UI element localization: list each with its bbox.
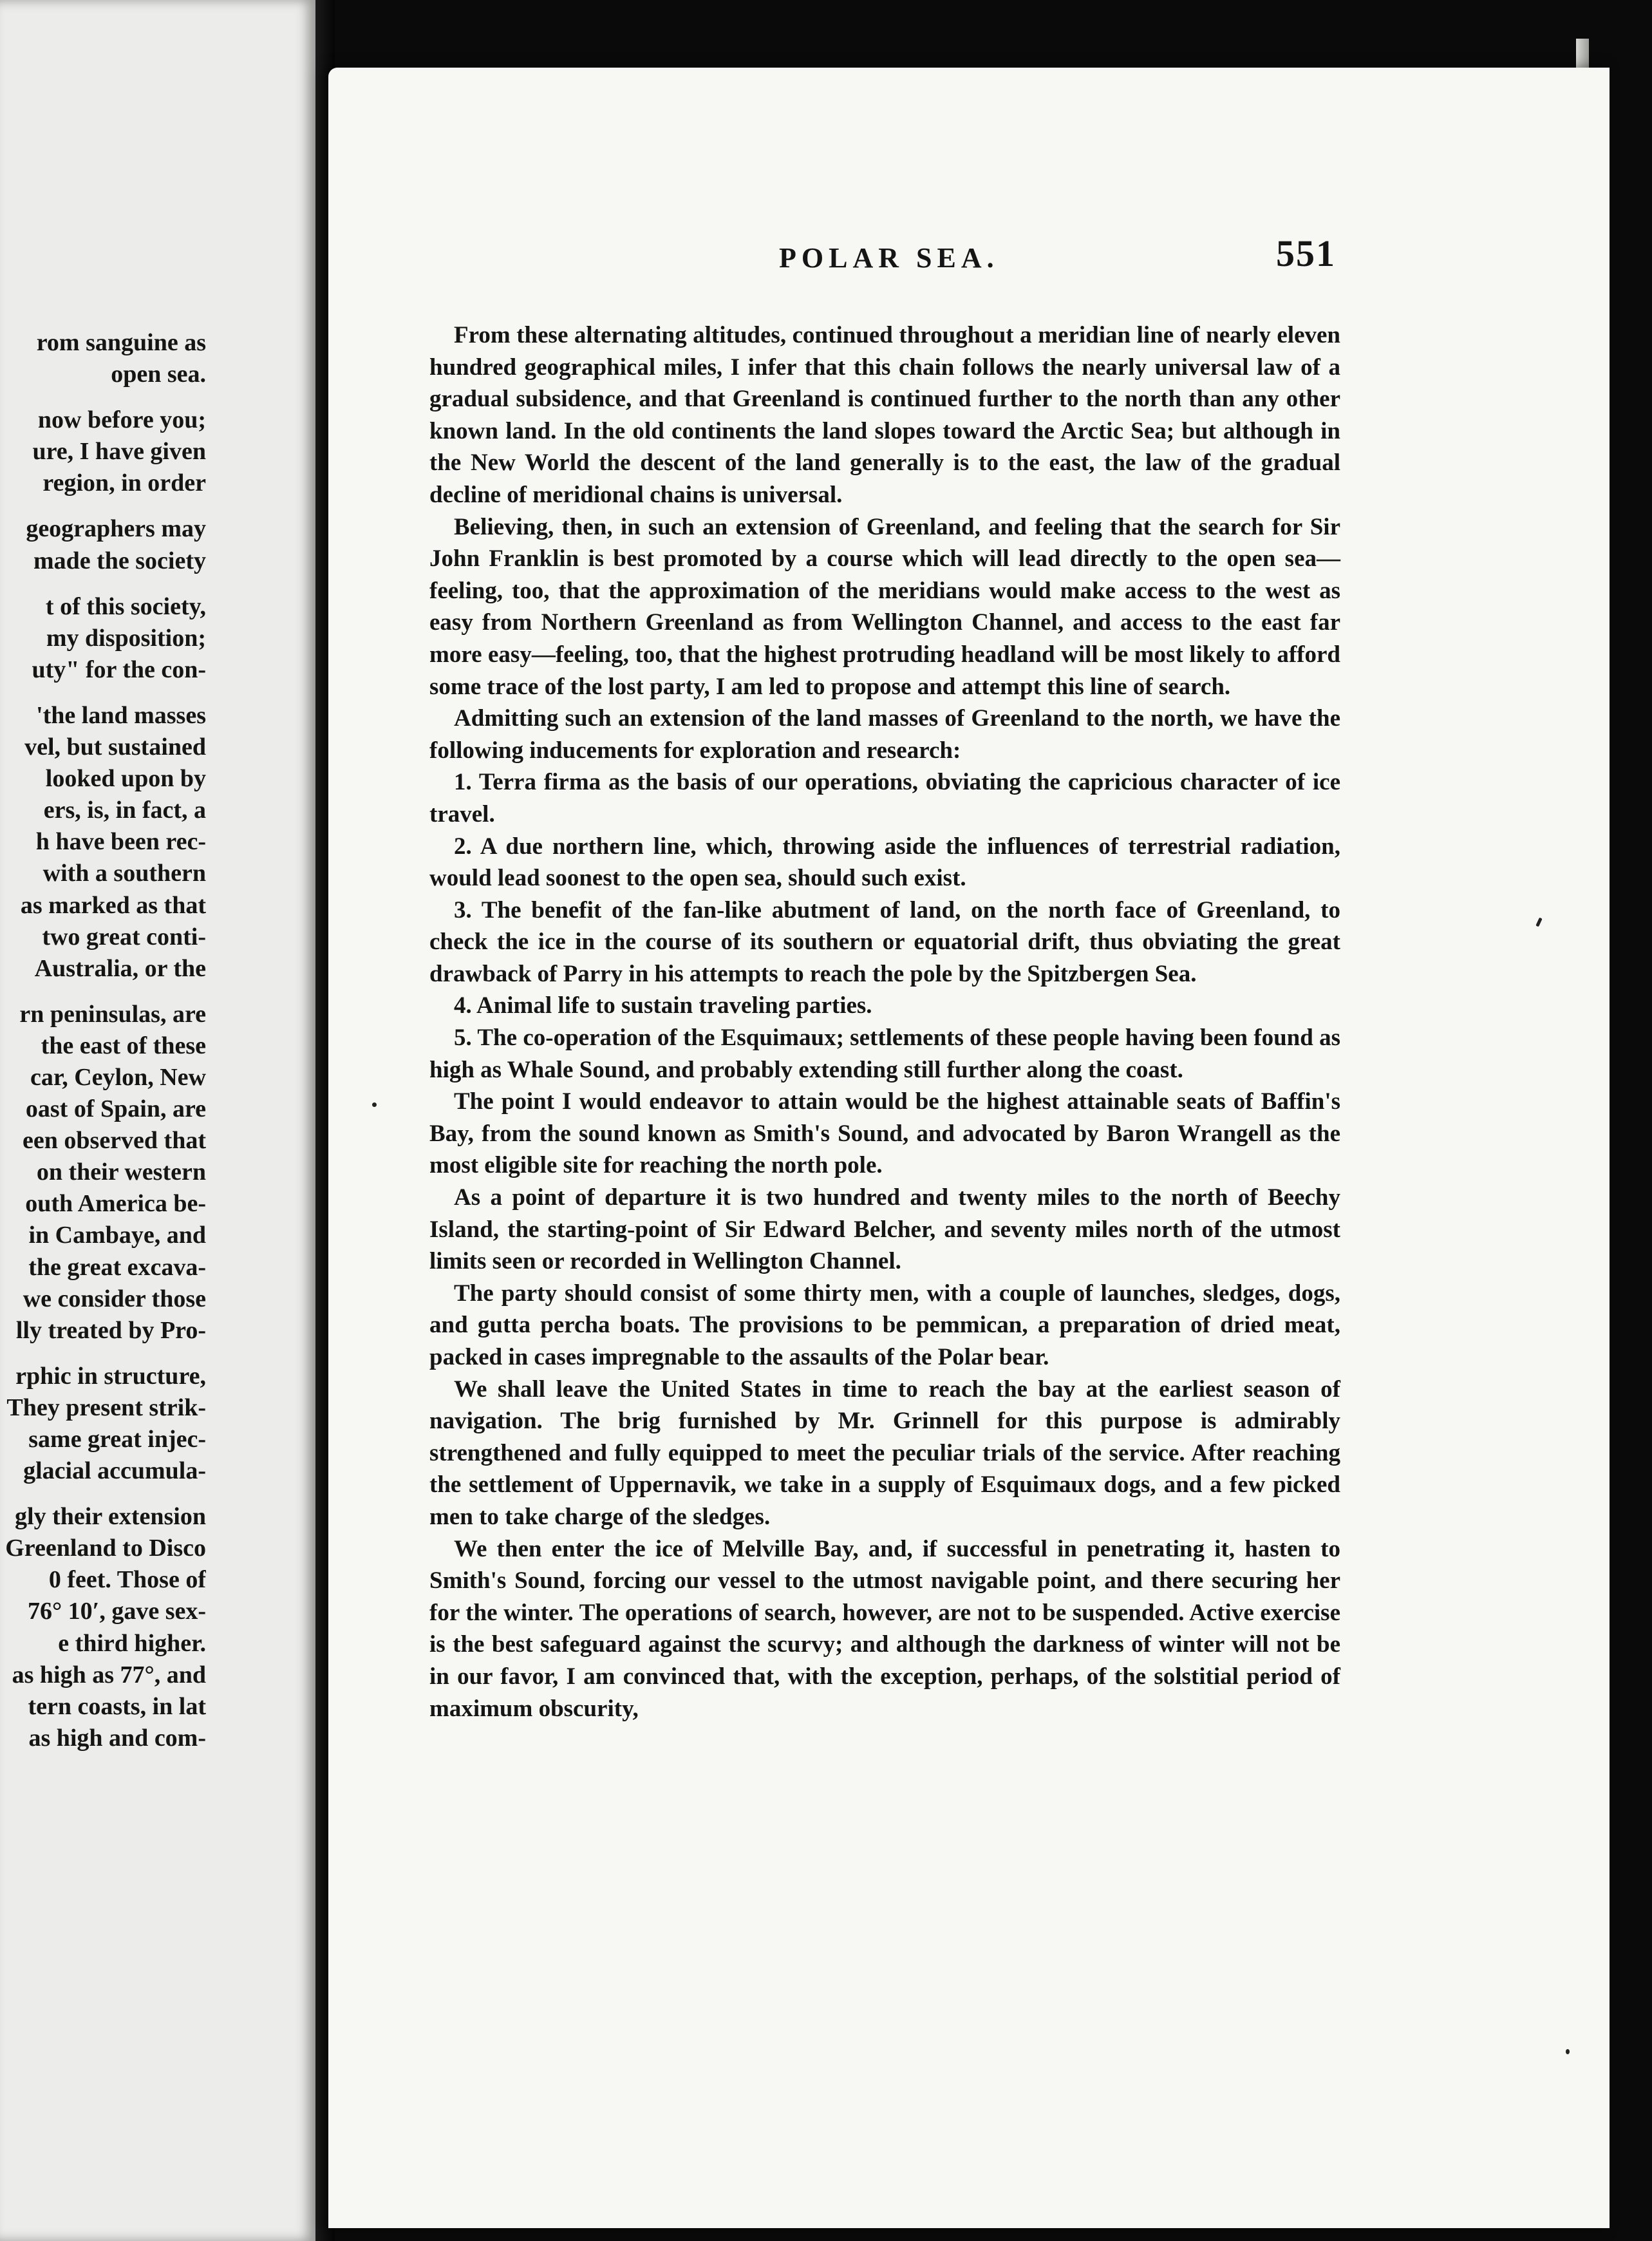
left-page-line: the great excava-	[28, 1253, 206, 1281]
list-item: 1. Terra firma as the basis of our operations, obviating the capricious character of ice travel.	[429, 769, 1340, 827]
left-page-line: now before you;	[37, 406, 206, 434]
left-page-line: we consider those	[23, 1285, 206, 1312]
left-page-line: rom sanguine as	[36, 329, 206, 356]
left-page-line: the east of these	[41, 1032, 206, 1059]
left-page-line: on their western	[36, 1158, 206, 1186]
ink-speck	[1566, 2049, 1570, 2054]
left-page-line: same great injec-	[28, 1426, 206, 1453]
list-item: 3. The benefit of the fan-like abutment of land, on the north face of Greenland, to check the ice in the course of its southern or equatorial drift, thus obviating the great drawback of Parry in his attempts to reach the pole by the Spitzbergen Sea.	[429, 896, 1340, 987]
left-page-line: tern coasts, in lat	[28, 1692, 206, 1720]
left-page-line: Greenland to Disco	[5, 1535, 206, 1562]
left-page-text-column	[0, 327, 206, 1754]
left-page-line: with a southern	[42, 860, 206, 887]
body-text	[429, 319, 1340, 1725]
left-page-line: region, in order	[42, 469, 206, 497]
left-page-line: glacial accumula-	[23, 1457, 206, 1485]
left-page-line: ure, I have given	[32, 438, 206, 466]
paragraph: Admitting such an extension of the land masses of Greenland to the north, we have the following inducements for exploration and research:	[429, 705, 1340, 764]
paragraph: We then enter the ice of Melville Bay, and, if successful in penetrating it, hasten to Smith's Sound, forcing our vessel to the utmost navigable point, and there securing her for the winter. The operations of search, however, are not to be suspended. Active exercise is the best safeguard against the scurvy; and although the darkness of winter will not be in our favor, I am convinced that, with the exception, perhaps, of the solstitial period of maximum obscurity,	[429, 1535, 1340, 1722]
left-page-line: ers, is, in fact, a	[43, 797, 206, 824]
left-page-line: open sea.	[111, 361, 206, 388]
page-number: 551	[1276, 232, 1336, 274]
list-item: 2. A due northern line, which, throwing aside the influences of terrestrial radiation, would lead soonest to the open sea, should such exist.	[429, 833, 1340, 892]
left-page-line: rphic in structure,	[15, 1362, 206, 1390]
left-page-line: car, Ceylon, New	[30, 1063, 206, 1091]
paragraph: As a point of departure it is two hundred and twenty miles to the north of Beechy Island, the starting-point of Sir Edward Belcher, and seventy miles north of the utmost limits seen or recorded in Wellington Channel.	[429, 1184, 1340, 1275]
left-page-line: in Cambaye, and	[28, 1222, 206, 1249]
left-page-line: outh America be-	[25, 1190, 206, 1218]
left-page-line: 76° 10′, gave sex-	[27, 1598, 206, 1625]
ink-speck	[372, 1102, 377, 1107]
paragraph: From these alternating altitudes, continued throughout a meridian line of nearly eleven hundred geographical miles, I infer that this chain follows the nearly universal law of a gradual subsidence, and that Greenland is continued further to the north than any other known land. In the old continents the land slopes toward the Arctic Sea; but although in the New World the descent of the land generally is to the east, the law of the gradual decline of meridional chains is universal.	[429, 322, 1340, 508]
left-page-line: h have been rec-	[35, 828, 206, 856]
left-page-line: my disposition;	[46, 624, 206, 652]
left-page-line: Australia, or the	[34, 954, 206, 982]
left-page-line: rn peninsulas, are	[19, 1000, 206, 1028]
left-page-line: as high as 77°, and	[12, 1661, 206, 1688]
left-page-line: uty" for the con-	[32, 656, 206, 683]
left-page-line: geographers may	[26, 515, 206, 543]
left-page-line: lly treated by Pro-	[15, 1316, 206, 1344]
left-page-line: as marked as that	[20, 891, 206, 919]
left-page-line: 0 feet. Those of	[48, 1566, 206, 1594]
paragraph: Believing, then, in such an extension of Greenland, and feeling that the search for Sir John Franklin is best promoted by a course which will lead directly to the open sea—feeling, too, that the approximation of the meridians would make access to the west as easy from Northern Greenland as from Wellington Channel, and access to the east far more easy—feeling, too, that the highest protruding headland will be most likely to afford some trace of the lost party, I am led to propose and attempt this line of search.	[429, 513, 1340, 700]
left-page-line: t of this society,	[45, 592, 206, 620]
left-page-line: looked upon by	[45, 765, 206, 793]
list-item: 5. The co-operation of the Esquimaux; settlements of these people having been found as high as Whale Sound, and probably extending still further along the coast.	[429, 1025, 1340, 1083]
left-page-line: gly their extension	[15, 1503, 206, 1531]
paragraph: The point I would endeavor to attain would be the highest attainable seats of Baffin's Bay, from the sound known as Smith's Sound, and advocated by Baron Wrangell as the most eligible site for reaching the north pole.	[429, 1088, 1340, 1179]
left-page-line: 'the land masses	[36, 701, 206, 729]
left-page-line: oast of Spain, are	[25, 1095, 206, 1123]
left-page-line: two great conti-	[42, 923, 206, 950]
list-item: 4. Animal life to sustain traveling parties.	[454, 992, 872, 1019]
paragraph: The party should consist of some thirty men, with a couple of launches, sledges, dogs, and gutta percha boats. The provisions to be pemmican, a preparation of dried meat, packed in cases impregnable to the assaults of the Polar bear.	[429, 1280, 1340, 1370]
paragraph: We shall leave the United States in time to reach the bay at the earliest season of navigation. The brig furnished by Mr. Grinnell for this purpose is admirably strengthened and fully equipped to meet the peculiar trials of the service. After reaching the settlement of Uppernavik, we take in a supply of Esquimaux dogs, and a few picked men to take charge of the sledges.	[429, 1376, 1340, 1530]
left-page-line: e third higher.	[58, 1629, 206, 1657]
facing-left-page	[0, 0, 315, 2241]
left-page-line: een observed that	[23, 1127, 206, 1155]
left-page-line: They present strik-	[6, 1394, 206, 1421]
left-page-line: vel, but sustained	[24, 733, 206, 761]
left-page-line: as high and com-	[28, 1724, 206, 1752]
left-page-line: made the society	[33, 547, 206, 574]
running-title: POLAR SEA.	[779, 242, 999, 274]
